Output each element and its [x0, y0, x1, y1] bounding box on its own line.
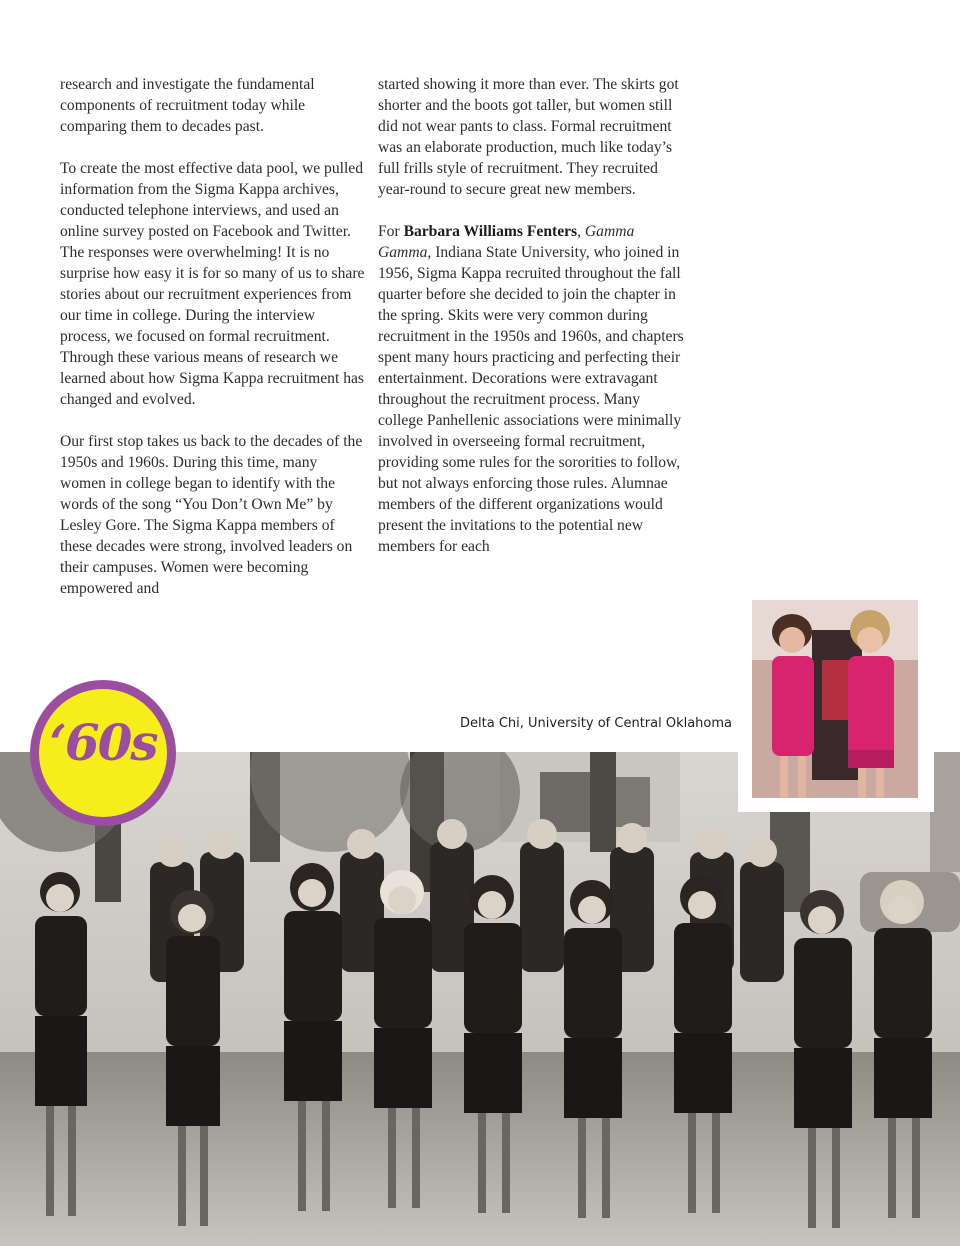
article-paragraph: [378, 221, 688, 557]
group-photo-image: [0, 752, 960, 1246]
inset-photo: [738, 598, 934, 812]
inset-photo-image: [752, 600, 918, 798]
member-name: Barbara Williams Fenters: [403, 223, 578, 240]
article-paragraph: To create the most effective data pool, we pulled information from the Sigma Kappa archives, conducted telephone interviews, and used an online survey posted on Facebook and Twitter. The responses were overwhelming! It is no surprise how easy it is for so many of us to share stories about our recruitment experiences from our time in college. During the interview process, we focused on formal recruitment. Through these various means of research we learned about how Sigma Kappa recruitment has changed and evolved.: [60, 160, 365, 408]
article-paragraph: started showing it more than ever. The skirts got shorter and the boots got taller, but women still did not wear pants to class. Formal recruitment was an elaborate production, much like today’s full frills style of recruitment. They recruited year-round to secure great new members.: [378, 76, 679, 198]
group-photo: [0, 752, 960, 1246]
article-right-column: [378, 74, 688, 578]
decade-label: ‘60s: [49, 713, 157, 772]
paragraph-rest: , Indiana State University, who joined in 1956, Sigma Kappa recruited throughout the fall quarter before she decided to join the chapter in the spring. Skits were very common during recruitment in the 1950s and 1960s, and chapters spent many hours practicing and perfecting their entertainment. Decorations were extravagant throughout the recruitment process. Many college Panhellenic associations were minimally involved in overseeing formal recruitment, providing some rules for the sororities to follow, but not always enforcing those rules. Alumnae members of the different organizations would present the invitations to the potential new members for each: [378, 244, 684, 555]
article-paragraph: Our first stop takes us back to the decades of the 1950s and 1960s. During this time, many women in college began to identify with the words of the song “You Don’t Own Me” by Lesley Gore. The Sigma Kappa members of these decades were strong, involved leaders on their campuses. Women were becoming empowered and: [60, 433, 363, 597]
decade-badge: [30, 680, 176, 826]
article-left-column: [60, 74, 366, 620]
article-paragraph: research and investigate the fundamental components of recruitment today while comparing them to decades past.: [60, 76, 315, 135]
paragraph-lead: For: [378, 223, 404, 240]
paragraph-separator: ,: [577, 223, 585, 240]
chapter-name: Gamma Gamma: [378, 223, 635, 261]
photo-caption: Delta Chi, University of Central Oklahoma: [460, 716, 733, 731]
decade-badge-inner: [39, 689, 167, 817]
